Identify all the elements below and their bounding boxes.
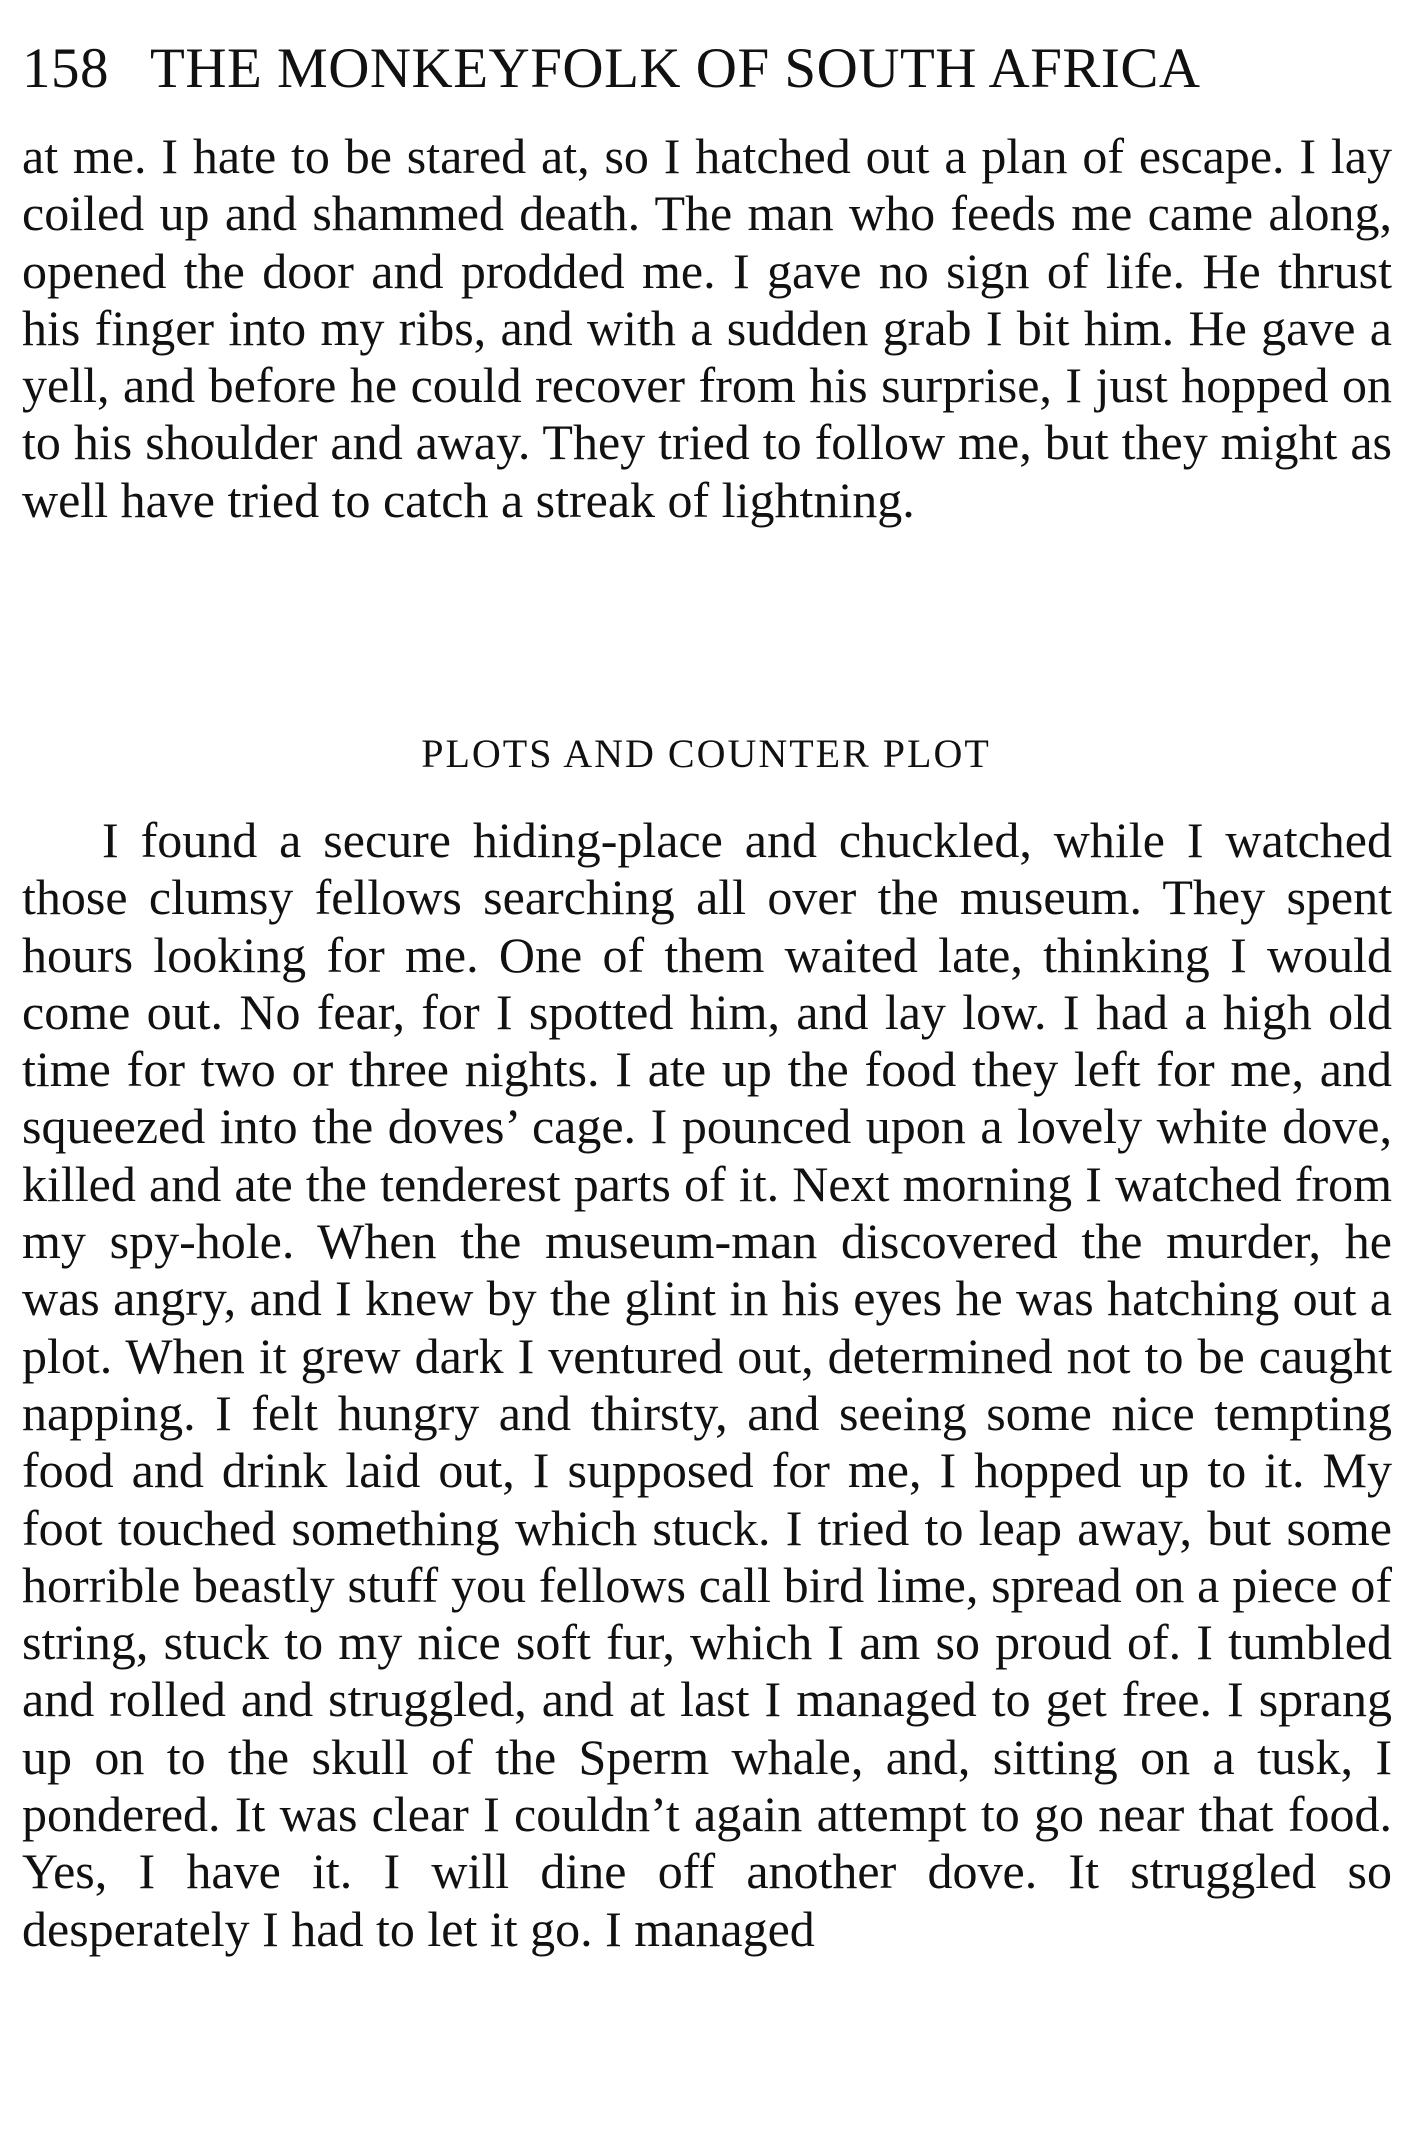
section-heading: PLOTS AND COUNTER PLOT <box>421 731 991 776</box>
running-header <box>22 34 1392 104</box>
page-number: 158 <box>22 37 109 100</box>
section-paragraph: I found a secure hiding-place and chuckled, while I watched those clumsy fellows searching all over the museum. They spent hours looking for me. One of them waited late, thinking I would come out. No fear, for I spotted him, and lay low. I had a high old time for two or three nights. I ate up the food they left for me, and squeezed into the doves’ cage. I pounced upon a lovely white dove, killed and ate the tenderest parts of it. Next morning I watched from my spy-hole. When the museum-man discovered the murder, he was angry, and I knew by the glint in his eyes he was hatching out a plot. When it grew dark I ventured out, determined not to be caught napping. I felt hungry and thirsty, and seeing some nice tempting food and drink laid out, I supposed for me, I hopped up to it. My foot touched something which stuck. I tried to leap away, but some horrible beastly stuff you fellows call bird lime, spread on a piece of string, stuck to my nice soft fur, which I am so proud of. I tumbled and rolled and struggled, and at last I managed to get free. I sprang up on to the skull of the Sperm whale, and, sitting on a tusk, I pondered. It was clear I couldn’t again attempt to go near that food. Yes, I have it. I will dine off another dove. It struggled so desperately I had to let it go. I managed <box>22 812 1392 1957</box>
body-paragraph: at me. I hate to be stared at, so I hatched out a plan of escape. I lay coiled up and shammed death. The man who feeds me came along, opened the door and prodded me. I gave no sign of life. He thrust his finger into my ribs, and with a sudden grab I bit him. He gave a yell, and before he could recover from his surprise, I just hopped on to his shoulder and away. They tried to follow me, but they might as well have tried to catch a streak of lightning. <box>22 128 1392 528</box>
running-title: THE MONKEYFOLK OF SOUTH AFRICA <box>150 37 1201 100</box>
